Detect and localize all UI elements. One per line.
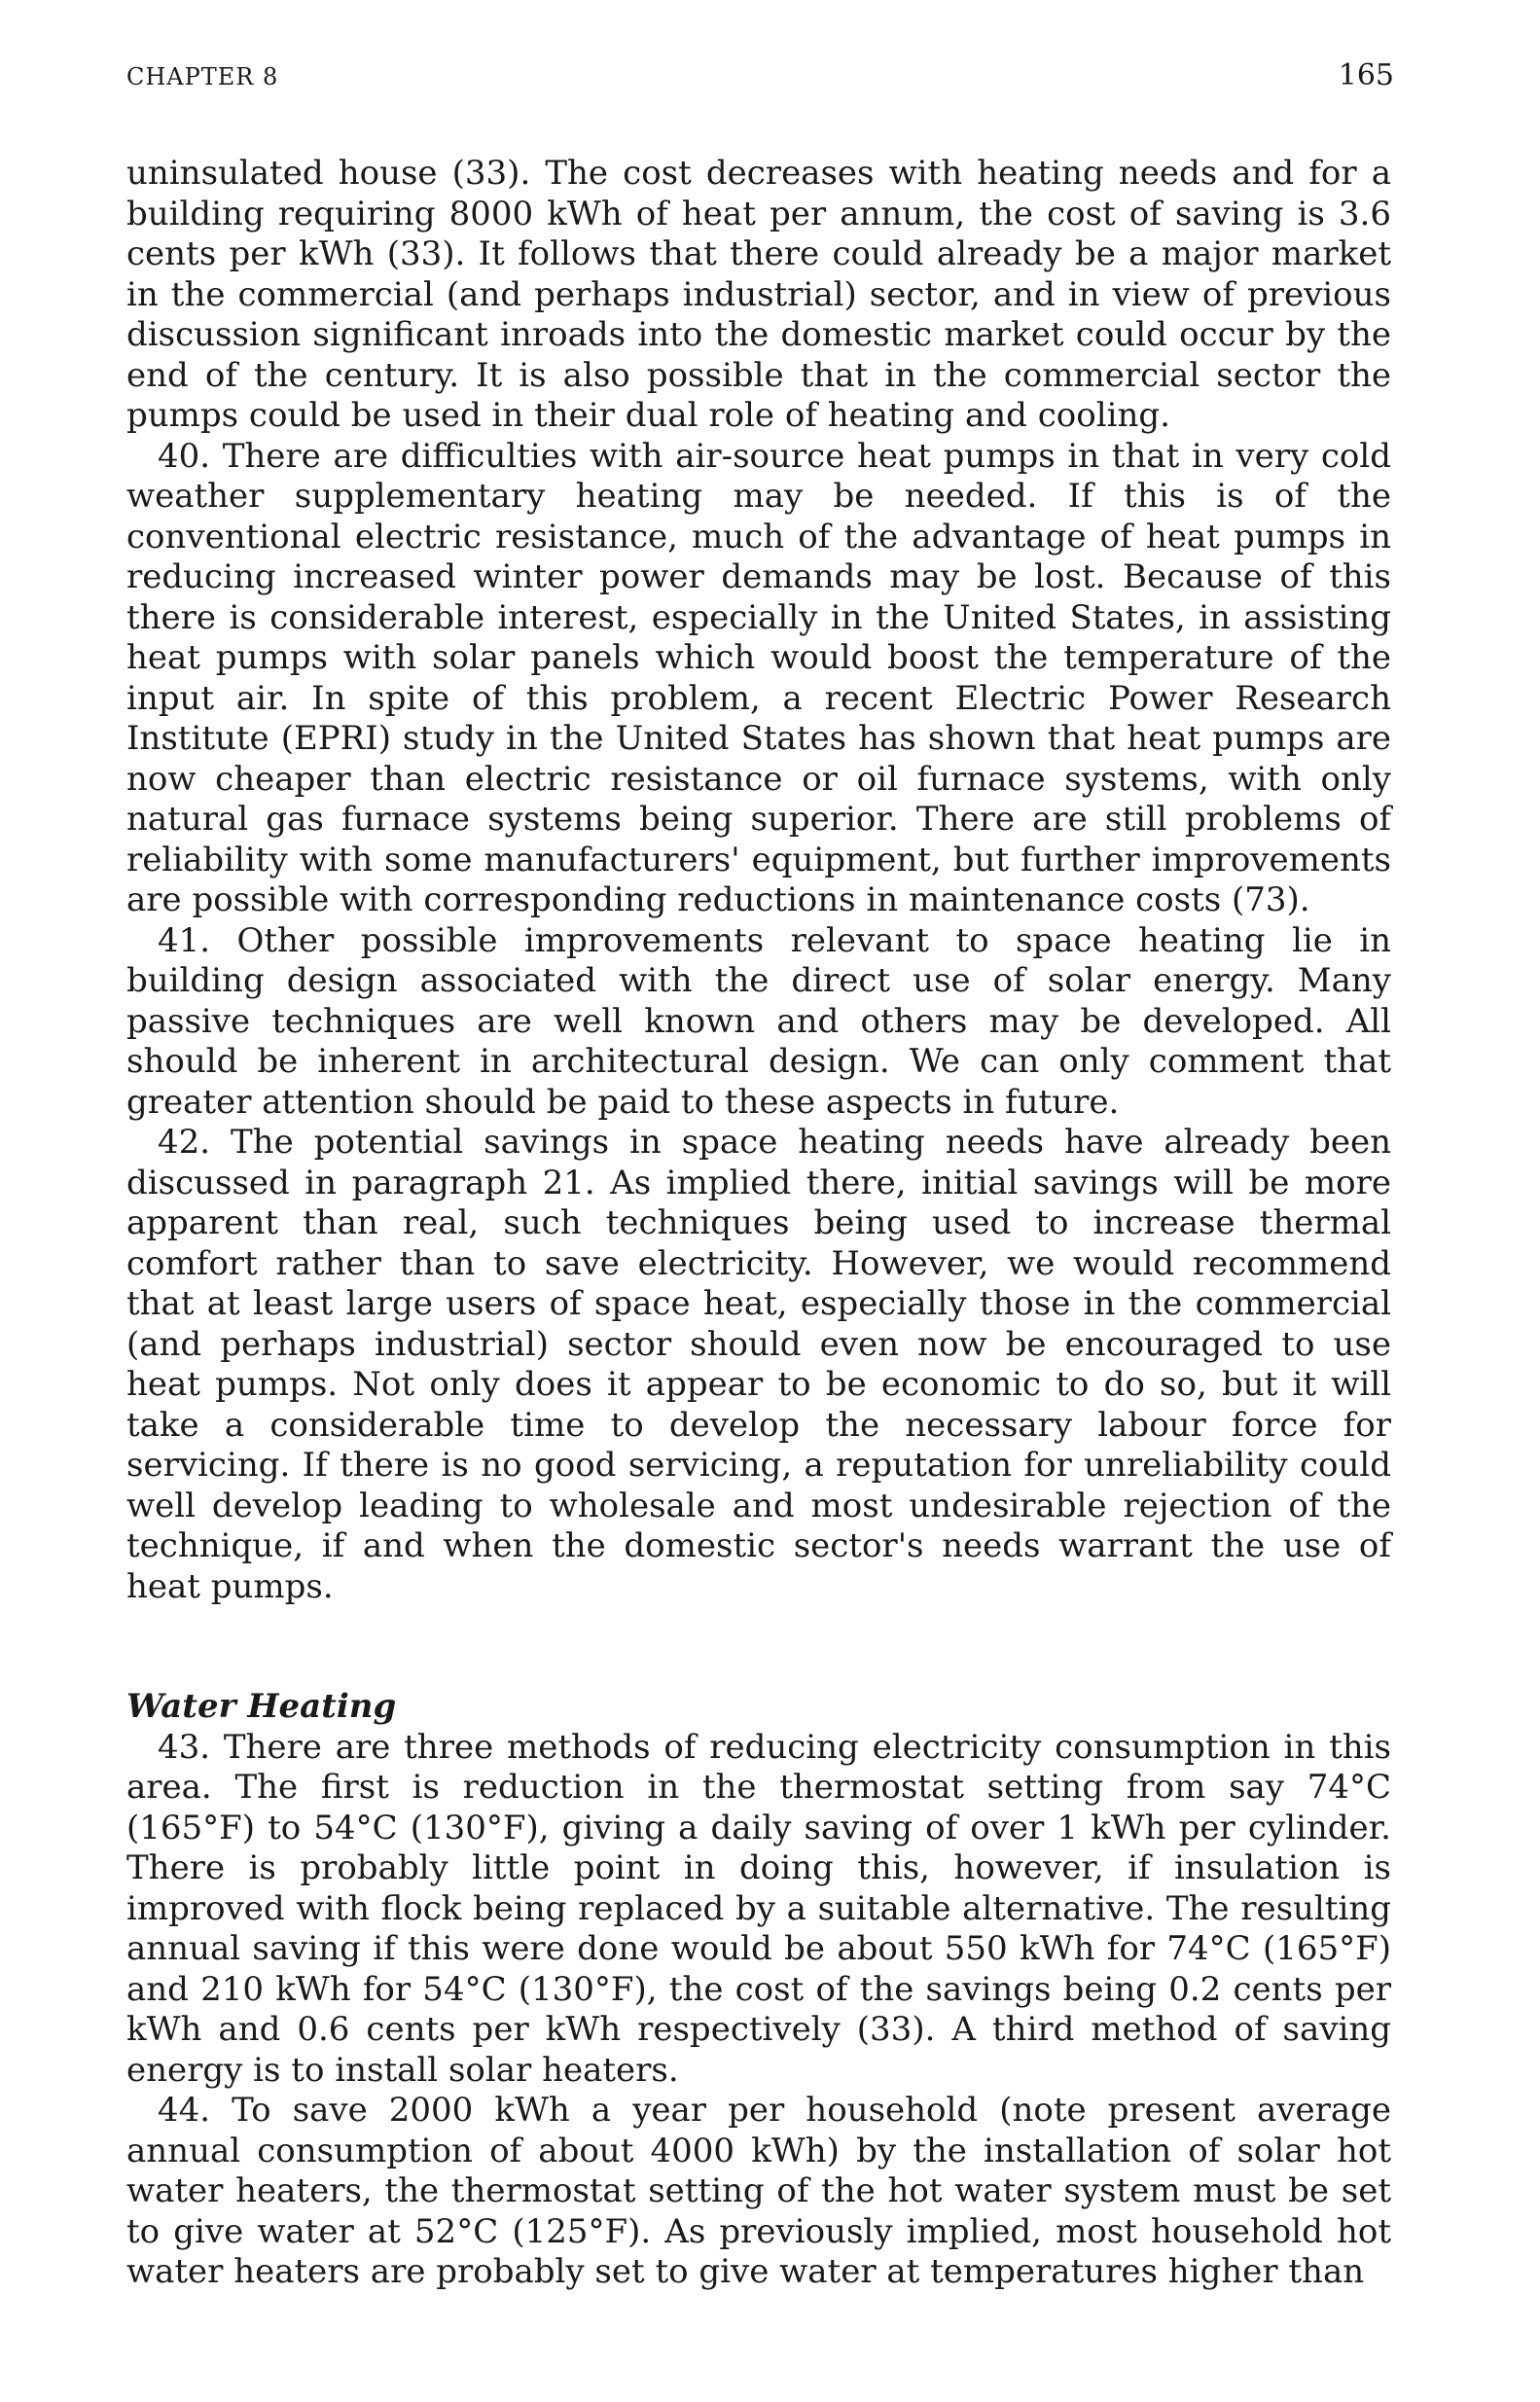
- paragraph-continued: uninsulated house (33). The cost decreases with heating needs and for a building requiring 8000 kWh of heat per annum, the cost of saving is 3.6 cents per kWh (33). It follows that there could already be a major market in the commercial (and perhaps industrial) sector, and in view of previous discussion significant inroads into the domestic market could occur by the end of the century. It is also possible that in the commercial sector the pumps could be used in their dual role of heating and cooling.: [126, 154, 1391, 435]
- paragraph-41: 41. Other possible improvements relevant to space heating lie in building design associated with the direct use of solar energy. Many passive techniques are well known and others may be developed. All should be inherent in architectural design. We can only comment that greater attention should be paid to these aspects in future.: [126, 920, 1391, 1122]
- paragraph-44: 44. To save 2000 kWh a year per household (note present average annual consumption of about 4000 kWh) by the installation of solar hot water heaters, the thermostat setting of the hot water system must be set to give water at 52°C (125°F). As previously implied, most household hot water heaters are probably set to give water at temperatures higher than: [126, 2091, 1391, 2291]
- page-number: 165: [1338, 58, 1394, 92]
- paragraph-40: 40. There are difficulties with air-source heat pumps in that in very cold weather supplementary heating may be needed. If this is of the conventional electric resistance, much of the advantage of heat pumps in reducing increased winter power demands may be lost. Because of this there is considerable interest, especially in the United States, in assisting heat pumps with solar panels which would boost the temperature of the input air. In spite of this problem, a recent Electric Power Research Institute (EPRI) study in the United States has shown that heat pumps are now cheaper than electric resistance or oil furnace systems, with only natural gas furnace systems being superior. There are still problems of reliability with some manufacturers' equipment, but further improvements are possible with corresponding reductions in maintenance costs (73).: [126, 436, 1391, 919]
- paragraph-43: 43. There are three methods of reducing electricity consumption in this area. The first is reduction in the thermostat setting from say 74°C (165°F) to 54°C (130°F), giving a daily saving of over 1 kWh per cylinder. There is probably little point in doing this, however, if insulation is improved with flock being replaced by a suitable alternative. The resulting annual saving if this were done would be about 550 kWh for 74°C (165°F) and 210 kWh for 54°C (130°F), the cost of the savings being 0.2 cents per kWh and 0.6 cents per kWh respectively (33). A third method of saving energy is to install solar heaters.: [126, 1727, 1391, 2090]
- chapter-label: CHAPTER 8: [126, 63, 279, 90]
- paragraph-42: 42. The potential savings in space heating needs have already been discussed in paragraph 21. As implied there, initial savings will be more apparent than real, such techniques being used to increase thermal comfort rather than to save electricity. However, we would recommend that at least large users of space heat, especially those in the commercial (and perhaps industrial) sector should even now be encouraged to use heat pumps. Not only does it appear to be economic to do so, but it will take a considerable time to develop the necessary labour force for servicing. If there is no good servicing, a reputation for unreliability could well develop leading to wholesale and most undesirable rejection of the technique, if and when the domestic sector's needs warrant the use of heat pumps.: [126, 1123, 1391, 1606]
- section-heading-water-heating: Water Heating: [126, 1687, 397, 1726]
- body-text: [126, 154, 1391, 2293]
- running-head: [126, 58, 1394, 107]
